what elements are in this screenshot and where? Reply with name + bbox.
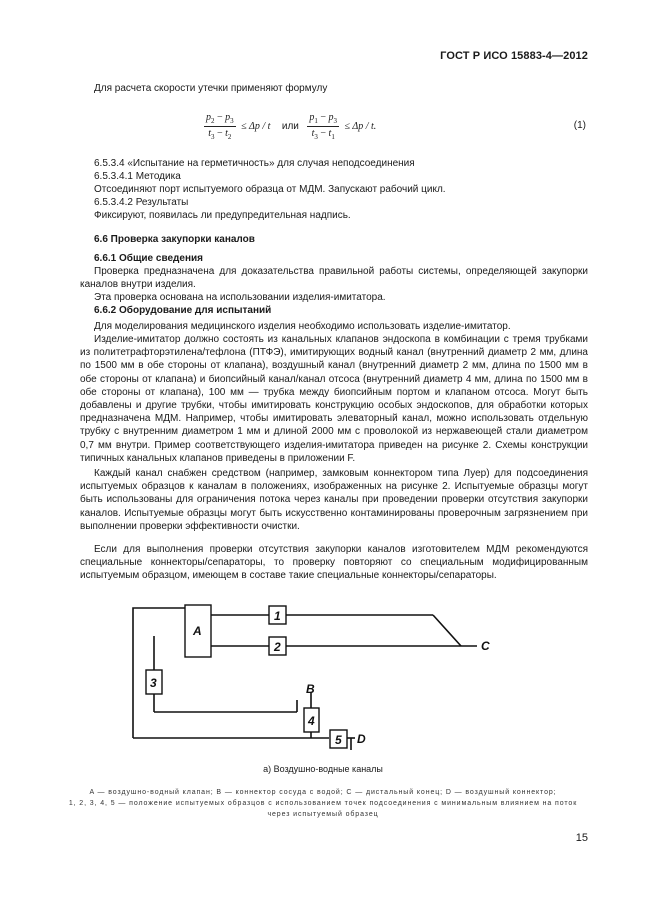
paragraph-6-6-1-b: Эта проверка основана на использовании изделия-имитатора. <box>94 292 386 303</box>
label-d: D <box>357 732 366 746</box>
label-a: A <box>193 624 202 638</box>
paragraph-6-6-2-b: Изделие-имитатор должно состоять из канальных клапанов эндоскопа в комбинации с тремя трубками из политетрафторэтилена/тефлона (ПТФЭ), имитирующих водный канал (внутренний диаметр 2 мм, длина по 1500 мм в обе стороны от клапана), воздушный канал (внутренний диаметр 2 мм, длина по 1500 мм в обе стороны от клапана) и биопсийный канал/канал отсоса (внутренний диаметр 4 мм, длина по 1500 мм в обе стороны от клапана), 100 мм — трубка между биопсийным портом и клапаном отсоса. Могут быть добавлены и другие трубки, чтобы имитировать конструкцию особых эндоскопов, для обработки которых предназначена МДМ. Например, чтобы имитировать элеваторный канал, можно использовать отдельную трубку с внутренним диаметром 1 мм и длиной 2000 мм с проволокой из нержавеющей стали диаметром 0,7 мм внутри. Пример соответствующего изделия-имитатора приведен на рисунке 2. Схемы конструкции типичных канальных клапанов приведены в приложении F. <box>80 334 588 464</box>
formula-conjunction: или <box>281 121 299 132</box>
heading-6-6-2: 6.6.2 Оборудование для испытаний <box>94 305 272 316</box>
formula-intro: Для расчета скорости утечки применяют формулу <box>94 83 328 94</box>
legend-line-2: 1, 2, 3, 4, 5 — положение испытуемых образцов с использованием точек подсоединения с минимальным влиянием на поток через испытуемый образец <box>68 800 578 818</box>
label-3: 3 <box>150 676 157 690</box>
formula-fraction-right: $\frac{p_1 - p_3}{t_3 - t_1}$ <box>309 112 338 141</box>
figure-caption: а) Воздушно-водные каналы <box>263 764 383 774</box>
standard-header: ГОСТ Р ИСО 15883-4—2012 <box>440 50 588 62</box>
legend-line-1: A — воздушно-водный клапан; B — коннектор сосуда с водой; C — дистальный конец; D — воздушный коннектор; <box>89 789 557 796</box>
air-water-channels-diagram <box>125 600 505 750</box>
label-b: B <box>306 682 315 696</box>
section-6-5-3-4-2: 6.5.3.4.2 Результаты <box>94 197 189 208</box>
outer-left-line <box>133 608 185 645</box>
air-channel-merge <box>433 615 461 646</box>
paragraph-6-6-2-d: Если для выполнения проверки отсутствия закупорки каналов изготовителем МДМ рекомендуются специальные коннекторы/сепараторы, то проверку повторяют со специальным модифицированным испытуемым образцом, имеющем в составе такие специальные коннекторы/сепараторы. <box>80 544 588 582</box>
section-6-5-3-4-2-text: Фиксируют, появилась ли предупредительная надпись. <box>94 210 351 221</box>
paragraph-6-6-2-a: Для моделирования медицинского изделия необходимо использовать изделие-имитатор. <box>94 321 511 332</box>
formula-right-rhs: ≤ Δp / t. <box>344 121 377 132</box>
label-5: 5 <box>335 733 342 747</box>
formula-left-rhs: ≤ Δp / t <box>241 121 271 132</box>
formula-fraction-left: $\frac{p_2 - p_3}{t_3 - t_2}$ <box>206 112 234 141</box>
figure-legend <box>60 787 586 820</box>
label-c: C <box>481 639 490 653</box>
section-6-5-3-4: 6.5.3.4 «Испытание на герметичность» для случая неподсоединения <box>94 158 415 169</box>
leak-rate-formula <box>204 112 379 141</box>
equation-number: (1) <box>573 120 586 131</box>
paragraph-6-6-2-c: Каждый канал снабжен средством (например, замковым коннектором типа Луер) для подсоединения испытуемых образцов к каналам в положениях, изображенных на рисунке 2. Испытуемые образцы могут быть использованы для ограничения потока через каналы при проведении проверки отсутствия закупорки каналов. Испытуемые образцы могут быть искусственно контаминированы проверочным загрязнением при выполнении проверки эффективности очистки. <box>80 468 588 532</box>
label-1: 1 <box>274 609 281 623</box>
heading-6-6-1: 6.6.1 Общие сведения <box>94 253 203 264</box>
paragraph-6-6-1-a: Проверка предназначена для доказательства правильной работы системы, определяющей закупорки каналов внутри изделия. <box>80 266 588 291</box>
label-4: 4 <box>308 714 315 728</box>
section-6-5-3-4-1-text: Отсоединяют порт испытуемого образца от МДМ. Запускают рабочий цикл. <box>94 184 446 195</box>
page-number: 15 <box>575 832 588 844</box>
section-6-5-3-4-1: 6.5.3.4.1 Методика <box>94 171 181 182</box>
heading-6-6: 6.6 Проверка закупорки каналов <box>94 234 255 245</box>
label-2: 2 <box>274 640 281 654</box>
